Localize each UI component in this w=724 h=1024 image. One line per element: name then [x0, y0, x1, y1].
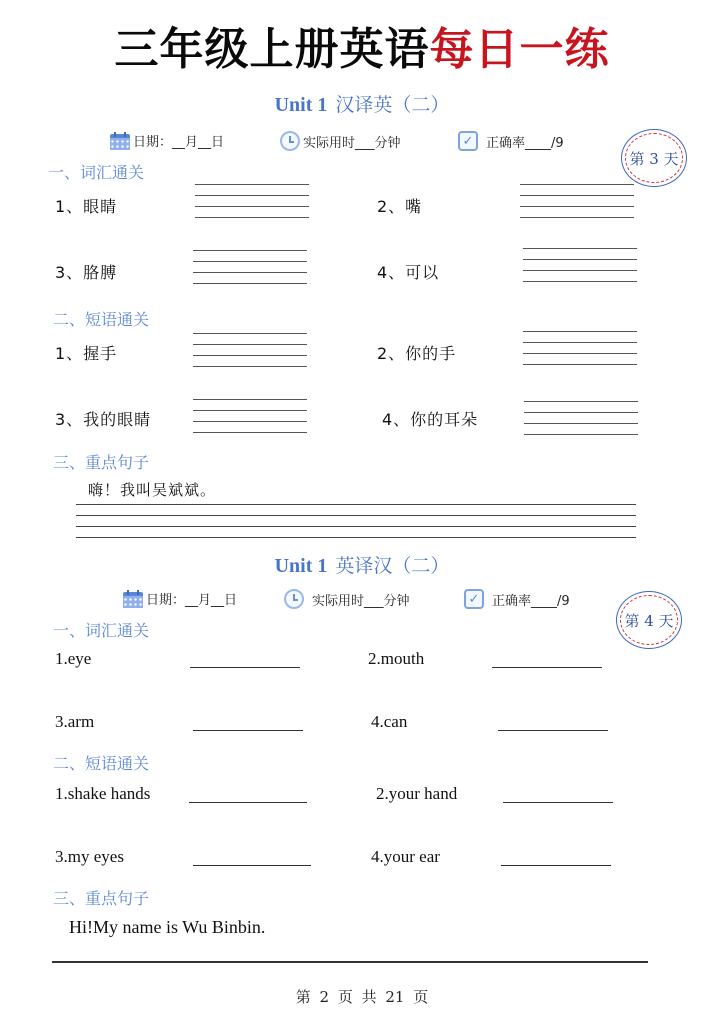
day3-phrase-answer-4[interactable] [524, 401, 638, 437]
day3-section2-heading: 二、短语通关 [53, 310, 150, 329]
day4-time-field: 实际用时___分钟 [284, 589, 410, 609]
day3-phrase-item-1: 1、握手 [55, 344, 118, 363]
unit-subtitle: 汉译英（二） [335, 94, 450, 116]
day4-key-sentence: Hi!My name is Wu Binbin. [69, 917, 266, 937]
day3-phrase-item-3: 3、我的眼睛 [55, 410, 152, 429]
day4-section1-heading: 一、词汇通关 [53, 621, 150, 640]
day4-vocab-answer-3[interactable] [193, 730, 303, 731]
day4-phrase-item-3: 3.my eyes [55, 847, 124, 866]
day4-sentence-answer-line[interactable] [52, 961, 648, 963]
day4-vocab-answer-2[interactable] [492, 667, 602, 668]
unit-label: Unit 1 [274, 94, 328, 116]
checkbox-icon: ✓ [458, 131, 478, 151]
day4-unit-title [0, 551, 724, 578]
day3-vocab-item-4: 4、可以 [377, 263, 440, 282]
day4-vocab-answer-1[interactable] [190, 667, 300, 668]
page-footer: 第 2 页 共 21 页 [295, 988, 429, 1006]
day3-section3-heading: 三、重点句子 [53, 453, 150, 472]
day3-sentence-answer-lines[interactable] [76, 504, 636, 540]
day4-accuracy-field: ✓ 正确率____/9 [464, 589, 570, 609]
day4-phrase-answer-1[interactable] [189, 802, 307, 803]
day3-stamp: 第 3 天 [621, 129, 687, 187]
day3-phrase-item-2: 2、你的手 [377, 344, 457, 363]
day3-section1-heading: 一、词汇通关 [48, 163, 145, 182]
day4-vocab-item-2: 2.mouth [368, 649, 425, 668]
day3-vocab-item-3: 3、胳膊 [55, 263, 118, 282]
unit-subtitle: 英译汉（二） [335, 555, 450, 577]
day4-phrase-answer-3[interactable] [193, 865, 311, 866]
day3-phrase-answer-3[interactable] [193, 399, 307, 435]
calendar-icon [123, 590, 143, 608]
day3-phrase-answer-1[interactable] [193, 333, 307, 369]
day4-stamp: 第 4 天 [616, 591, 682, 649]
day4-vocab-item-1: 1.eye [55, 649, 92, 668]
title-red-part: 每日一练 [429, 24, 610, 75]
day3-time-field: 实际用时___分钟 [280, 131, 401, 151]
calendar-icon [110, 132, 130, 150]
clock-icon [284, 589, 304, 609]
worksheet-title [0, 22, 724, 78]
day4-vocab-item-3: 3.arm [55, 712, 95, 731]
day4-section3-heading: 三、重点句子 [53, 889, 150, 908]
day4-vocab-item-4: 4.can [371, 712, 408, 731]
day3-unit-title [0, 90, 724, 117]
day3-vocab-item-2: 2、嘴 [377, 197, 423, 216]
day4-phrase-answer-4[interactable] [501, 865, 611, 866]
day3-phrase-item-4: 4、你的耳朵 [382, 410, 479, 429]
day3-vocab-answer-3[interactable] [193, 250, 307, 286]
clock-icon [280, 131, 300, 151]
day4-phrase-item-2: 2.your hand [376, 784, 458, 803]
checkbox-icon: ✓ [464, 589, 484, 609]
day3-vocab-answer-1[interactable] [195, 184, 309, 220]
day3-date-field: 日期：__月__日 [110, 131, 224, 150]
day4-phrase-answer-2[interactable] [503, 802, 613, 803]
unit-label: Unit 1 [274, 555, 328, 577]
title-black-part: 三年级上册英语 [114, 24, 430, 75]
day4-vocab-answer-4[interactable] [498, 730, 608, 731]
day4-phrase-item-4: 4.your ear [371, 847, 440, 866]
day4-date-field: 日期：__月__日 [123, 589, 237, 608]
day4-phrase-item-1: 1.shake hands [55, 784, 151, 803]
day3-key-sentence: 嗨！我叫吴斌斌。 [88, 481, 217, 499]
day3-vocab-item-1: 1、眼睛 [55, 197, 118, 216]
day4-section2-heading: 二、短语通关 [53, 754, 150, 773]
day3-accuracy-field: ✓ 正确率____/9 [458, 131, 564, 151]
day3-vocab-answer-2[interactable] [520, 184, 634, 220]
day3-phrase-answer-2[interactable] [523, 331, 637, 367]
day3-vocab-answer-4[interactable] [523, 248, 637, 284]
